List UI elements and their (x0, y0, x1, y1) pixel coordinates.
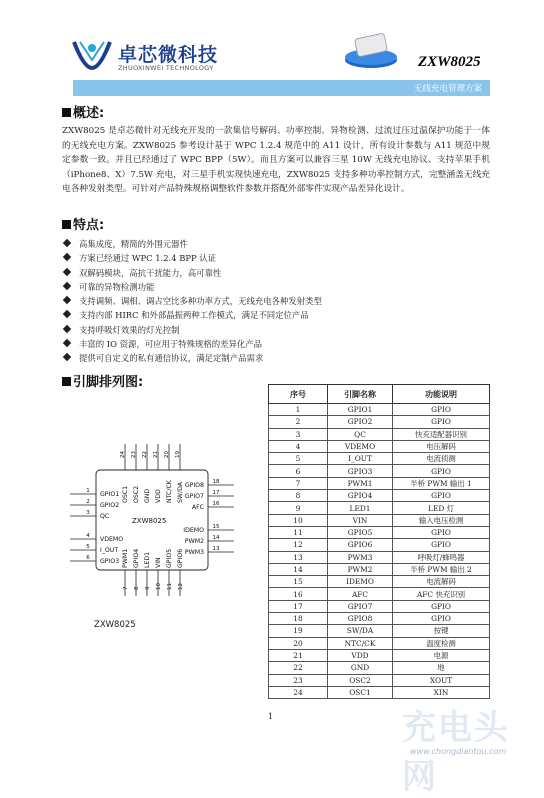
header-subtitle: 无线充电管理方案 (413, 84, 482, 94)
pin-name-cell: QC (328, 428, 393, 440)
pin-number: 1 (86, 488, 90, 494)
wireless-charger-icon (342, 30, 400, 70)
square-bullet-icon (62, 377, 71, 386)
pin-number-cell: 16 (269, 588, 328, 600)
pin-label: PWM3 (184, 549, 204, 556)
pin-name-cell: I_OUT (328, 453, 393, 465)
pin-number-cell: 20 (269, 637, 328, 649)
chip-caption: ZXW8025 (94, 620, 136, 630)
table-row (269, 453, 490, 465)
pin-name-cell: GPIO3 (328, 465, 393, 477)
pin-number: 22 (142, 451, 148, 458)
pin-label: LED1 (144, 551, 151, 568)
pin-label: I_OUT (100, 547, 119, 554)
table-row (269, 686, 490, 698)
table-row (269, 514, 490, 526)
pin-number-cell: 1 (269, 404, 328, 416)
pin-label: VDEMO (100, 536, 124, 543)
pin-number-cell: 5 (269, 453, 328, 465)
features-heading: 特点: (62, 214, 104, 233)
pin-number: 2 (86, 499, 90, 505)
header-bar (73, 80, 490, 96)
list-item: 丰富的 IO 资源，可应用于特殊规格的差异化产品 (62, 337, 382, 351)
table-row (269, 539, 490, 551)
table-row (269, 613, 490, 625)
pin-number-cell: 8 (269, 490, 328, 502)
pin-function-cell: GPIO (393, 490, 490, 502)
pin-number-cell: 11 (269, 526, 328, 538)
table-row (269, 600, 490, 612)
pin-number: 11 (167, 583, 173, 590)
pin-name-cell: GPIO1 (328, 404, 393, 416)
pin-label: GPIO2 (100, 502, 120, 509)
table-row (269, 649, 490, 661)
list-item: 方案已经通过 WPC 1.2.4 BPP 认证 (62, 251, 382, 265)
column-header: 功能说明 (393, 385, 490, 404)
pin-name-cell: VDEMO (328, 440, 393, 452)
pin-number: 15 (212, 524, 220, 530)
table-row (269, 440, 490, 452)
pin-number-cell: 4 (269, 440, 328, 452)
pin-function-cell: 半桥 PWM 输出 2 (393, 563, 490, 575)
pin-number-cell: 9 (269, 502, 328, 514)
table-row (269, 588, 490, 600)
pin-number-cell: 17 (269, 600, 328, 612)
pin-function-cell: GPIO (393, 613, 490, 625)
pin-label: PWM2 (184, 538, 204, 545)
pin-number: 9 (145, 586, 151, 590)
table-row (269, 637, 490, 649)
pin-function-cell: 温度检测 (393, 637, 490, 649)
page-number: 1 (268, 712, 274, 721)
square-bullet-icon (62, 108, 71, 117)
pin-label: GPIO6 (177, 548, 184, 568)
chip-name: ZXW8025 (132, 517, 167, 525)
pin-number: 17 (212, 490, 220, 496)
pin-function-cell: GPIO (393, 416, 490, 428)
pin-number-cell: 18 (269, 613, 328, 625)
pin-name-cell: PWM2 (328, 563, 393, 575)
pin-name-cell: NTC/CK (328, 637, 393, 649)
pin-label: IDEMO (183, 527, 204, 534)
pin-label: GPIO3 (100, 558, 120, 565)
pin-function-cell: GPIO (393, 465, 490, 477)
diamond-bullet-icon (63, 339, 71, 347)
list-item: 可靠的异物检测功能 (62, 280, 382, 294)
table-row (269, 662, 490, 674)
pin-name-cell: OSC1 (328, 686, 393, 698)
pin-function-cell: 电流解码 (393, 576, 490, 588)
pin-number: 21 (153, 451, 159, 458)
pin-name-cell: SW/DA (328, 625, 393, 637)
table-row (269, 477, 490, 489)
column-header: 引脚名称 (328, 385, 393, 404)
pin-name-cell: PWM3 (328, 551, 393, 563)
diamond-bullet-icon (63, 253, 71, 261)
pin-name-cell: GPIO7 (328, 600, 393, 612)
pin-number-cell: 14 (269, 563, 328, 575)
table-row (269, 502, 490, 514)
pin-number: 4 (86, 533, 90, 539)
table-row (269, 490, 490, 502)
pin-name-cell: GND (328, 662, 393, 674)
pin-number-cell: 23 (269, 674, 328, 686)
list-item: 双解码模块，高抗干扰能力，高可靠性 (62, 266, 382, 280)
model-number: ZXW8025 (418, 54, 481, 70)
table-row (269, 563, 490, 575)
company-logo-icon (70, 38, 114, 72)
pin-label: GPIO7 (184, 493, 204, 500)
pin-number: 19 (175, 451, 181, 458)
pin-label: GPIO4 (133, 548, 140, 568)
pin-function-cell: 快充适配器识别 (393, 428, 490, 440)
pin-name-cell: PWM1 (328, 477, 393, 489)
list-item: 支持呼吸灯效果的灯光控制 (62, 323, 382, 337)
pin-number: 14 (212, 535, 220, 541)
list-item: 提供可自定义的私有通信协议，满足定制产品需求 (62, 351, 382, 365)
pin-number: 20 (164, 451, 170, 458)
pin-label: GPIO8 (184, 482, 204, 489)
pin-function-cell: AFC 快充识别 (393, 588, 490, 600)
pin-name-cell: LED1 (328, 502, 393, 514)
pin-number-cell: 22 (269, 662, 328, 674)
pin-number: 12 (178, 583, 184, 590)
pin-number-cell: 13 (269, 551, 328, 563)
pin-number: 24 (120, 451, 126, 458)
pin-label: SW/DA (177, 481, 184, 503)
pin-table (268, 384, 490, 699)
pin-label: NTC/CK (166, 480, 173, 503)
pin-function-cell: LED 灯 (393, 502, 490, 514)
pin-name-cell: GPIO2 (328, 416, 393, 428)
brand-name-cn: 卓芯微科技 (118, 44, 219, 66)
pin-number: 3 (86, 510, 90, 516)
pin-number: 23 (131, 451, 137, 458)
overview-text: ZXW8025 是卓芯微针对无线充开发的一款集信号解码、功率控制、异物检测、过流过压过温保护功能于一体的无线充电方案。ZXW8025 参考设计基于 WPC 1.2.4 规范中的 A11 设计，所有设计参数与 A11 规范中规定参数一致。并且已经通过了 WPC BPP（5W）。而且方案可以兼容三星 10W 无线充电协议、支持苹果手机（iPhone8、X）7.5W 充电，对三星手机实现快速充电，ZXW8025 支持多种功率控制方式，完整涵盖无线充电各种发射类型。可针对产品特殊规格调整软件参数并搭配外部零件实现产品差异化设计。 (62, 126, 490, 195)
pin-label: AFC (191, 504, 204, 511)
pin-function-cell: 按键 (393, 625, 490, 637)
pin-function-cell: 输入电压检测 (393, 514, 490, 526)
pin-number-cell: 6 (269, 465, 328, 477)
pin-function-cell: 呼吸灯/蜂鸣器 (393, 551, 490, 563)
table-row (269, 551, 490, 563)
pin-label: VIN (155, 557, 162, 568)
table-row (269, 576, 490, 588)
pin-name-cell: GPIO4 (328, 490, 393, 502)
table-row (269, 526, 490, 538)
pin-name-cell: VDD (328, 649, 393, 661)
pin-number: 7 (123, 586, 129, 590)
pin-number: 16 (212, 501, 220, 507)
diamond-bullet-icon (63, 267, 71, 275)
pinout-diagram (60, 440, 250, 610)
table-row (269, 674, 490, 686)
pin-function-cell: GPIO (393, 600, 490, 612)
list-item: 高集成度，精简的外围元器件 (62, 237, 382, 251)
features-list (62, 237, 382, 366)
pin-name-cell: GPIO6 (328, 539, 393, 551)
table-row (269, 404, 490, 416)
pin-number-cell: 24 (269, 686, 328, 698)
pin-number-cell: 2 (269, 416, 328, 428)
pin-function-cell: 地 (393, 662, 490, 674)
table-row (269, 428, 490, 440)
pin-function-cell: 电源 (393, 649, 490, 661)
diamond-bullet-icon (63, 310, 71, 318)
pin-number-cell: 3 (269, 428, 328, 440)
pin-number: 18 (212, 479, 220, 485)
pin-number: 8 (134, 586, 140, 590)
table-row (269, 416, 490, 428)
pin-function-cell: 半桥 PWM 输出 1 (393, 477, 490, 489)
diamond-bullet-icon (63, 296, 71, 304)
pinout-heading: 引脚排列图: (62, 371, 143, 390)
pin-function-cell: XOUT (393, 674, 490, 686)
watermark-logo: 充电头网 (402, 708, 510, 797)
pin-name-cell: GPIO8 (328, 613, 393, 625)
pin-number-cell: 10 (269, 514, 328, 526)
diamond-bullet-icon (63, 239, 71, 247)
pin-number: 10 (156, 583, 162, 590)
table-row (269, 465, 490, 477)
pin-number: 5 (86, 544, 90, 550)
list-item: 支持内部 HIRC 和外部晶振两种工作模式，满足不同定位产品 (62, 308, 382, 322)
pin-name-cell: VIN (328, 514, 393, 526)
table-row (269, 625, 490, 637)
pin-label: QC (100, 513, 110, 520)
pin-name-cell: OSC2 (328, 674, 393, 686)
pin-label: GND (144, 488, 151, 503)
diamond-bullet-icon (63, 353, 71, 361)
pin-label: PWM1 (122, 548, 129, 568)
square-bullet-icon (62, 220, 71, 229)
pin-function-cell: 电流侦测 (393, 453, 490, 465)
list-item: 支持调频、调相、调占空比多种功率方式，无线充电各种发射类型 (62, 294, 382, 308)
table-header-row (269, 385, 490, 404)
pin-number: 13 (212, 546, 220, 552)
diamond-bullet-icon (63, 325, 71, 333)
brand-name-en: ZHUOXINWEI TECHNOLOGY (118, 64, 214, 72)
pin-function-cell: GPIO (393, 526, 490, 538)
overview-heading: 概述: (62, 102, 104, 121)
pin-number-cell: 12 (269, 539, 328, 551)
diamond-bullet-icon (63, 282, 71, 290)
pin-name-cell: AFC (328, 588, 393, 600)
pin-name-cell: GPIO5 (328, 526, 393, 538)
pin-label: OSC1 (122, 485, 129, 503)
pin-label: GPIO5 (166, 548, 173, 568)
pin-label: VDD (155, 489, 162, 503)
pin-label: GPIO1 (100, 491, 120, 498)
pin-number: 6 (86, 555, 90, 561)
pin-function-cell: GPIO (393, 404, 490, 416)
pin-function-cell: 电压解码 (393, 440, 490, 452)
pin-name-cell: IDEMO (328, 576, 393, 588)
pin-label: OSC2 (133, 485, 140, 503)
pin-number-cell: 21 (269, 649, 328, 661)
pin-function-cell: XIN (393, 686, 490, 698)
pin-number-cell: 7 (269, 477, 328, 489)
watermark-url: www.chongdiantou.com (410, 747, 507, 756)
pin-number-cell: 15 (269, 576, 328, 588)
column-header: 序号 (269, 385, 328, 404)
pin-number-cell: 19 (269, 625, 328, 637)
pin-function-cell: GPIO (393, 539, 490, 551)
